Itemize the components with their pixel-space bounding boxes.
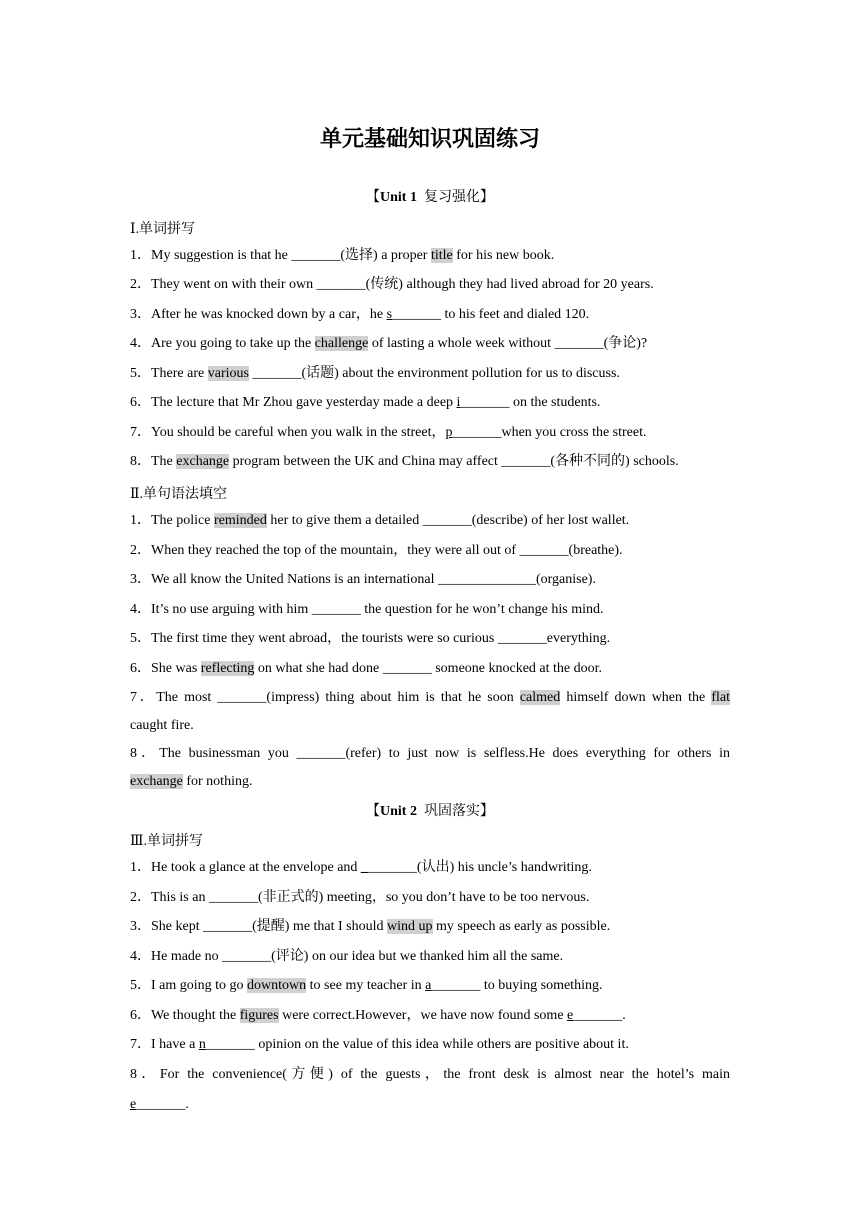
q3-item-1: 1．He took a glance at the envelope and ________(认出) his uncle’s handwriting. [130, 860, 592, 875]
q2-item-2: 2．When they reached the top of the mountain，they were all out of _______(breathe). [130, 543, 623, 558]
q3-item-2: 2．This is an _______(非正式的) meeting，so you don’t have to be too nervous. [130, 890, 590, 905]
q2-item-7-cont: caught fire. [130, 718, 194, 733]
unit1-label: Unit 1 [380, 190, 417, 205]
q3-item-3: 3．She kept _______(提醒) me that I should wind up my speech as early as possible. [130, 919, 611, 934]
q3-item-5: 5．I am going to go downtown to see my teacher in a_______ to buying something. [130, 978, 603, 993]
q1-item-5: 5．There are various _______(话题) about the environment pollution for us to discuss. [130, 366, 620, 381]
q2-item-6: 6．She was reflecting on what she had done _______ someone knocked at the door. [130, 661, 603, 676]
q3-item-8-cont: e_______. [130, 1097, 189, 1112]
q1-item-2: 2．They went on with their own _______(传统) although they had lived abroad for 20 years. [130, 277, 654, 292]
q2-item-5: 5．The first time they went abroad，the tourists were so curious _______everything. [130, 631, 611, 646]
q3-item-8: 8．For the convenience(方便) of the guests，the front desk is almost near the hotel’s main [130, 1067, 730, 1082]
q1-item-6: 6．The lecture that Mr Zhou gave yesterday made a deep i_______ on the students. [130, 395, 601, 410]
q3-item-4: 4．He made no _______(评论) on our idea but we thanked him all the same. [130, 949, 564, 964]
q1-item-3: 3．After he was knocked down by a car，he s_______ to his feet and dialed 120. [130, 307, 590, 322]
section-1-heading: Ⅰ.单词拼写 [130, 222, 196, 237]
q2-item-3: 3．We all know the United Nations is an international ______________(organise). [130, 572, 596, 587]
section-2-heading: Ⅱ.单句语法填空 [130, 487, 228, 502]
q1-item-1: 1．My suggestion is that he _______(选择) a proper title for his new book. [130, 248, 555, 263]
q2-item-7: 7．The most _______(impress) thing about him is that he soon calmed himself down when the flat [130, 690, 730, 705]
unit2-heading: 【Unit 2 巩固落实】 [366, 804, 494, 819]
q2-item-4: 4．It’s no use arguing with him _______ the question for he won’t change his mind. [130, 602, 604, 617]
q2-item-1: 1．The police reminded her to give them a detailed _______(describe) of her lost wallet. [130, 513, 630, 528]
section-3-heading: Ⅲ.单词拼写 [130, 834, 204, 849]
q2-item-8: 8．The businessman you _______(refer) to just now is selfless.He does everything for others in [130, 746, 730, 761]
q3-item-7: 7．I have a n_______ opinion on the value of this idea while others are positive about it. [130, 1037, 629, 1052]
unit2-label: Unit 2 [380, 804, 417, 819]
unit1-heading: 【Unit 1 复习强化】 [366, 190, 494, 205]
q2-item-8-cont: exchange for nothing. [130, 774, 253, 789]
q3-item-6: 6．We thought the figures were correct.However，we have now found some e_______. [130, 1008, 626, 1023]
unit2-subtitle: 巩固落实 [423, 804, 480, 819]
unit1-subtitle: 复习强化 [423, 190, 480, 205]
page-title: 单元基础知识巩固练习 [319, 127, 540, 152]
q1-item-7: 7．You should be careful when you walk in the street，p_______when you cross the street. [130, 425, 647, 440]
q1-item-8: 8．The exchange program between the UK and China may affect _______(各种不同的) schools. [130, 454, 679, 469]
q1-item-4: 4．Are you going to take up the challenge of lasting a whole week without _______(争论)? [130, 336, 648, 351]
